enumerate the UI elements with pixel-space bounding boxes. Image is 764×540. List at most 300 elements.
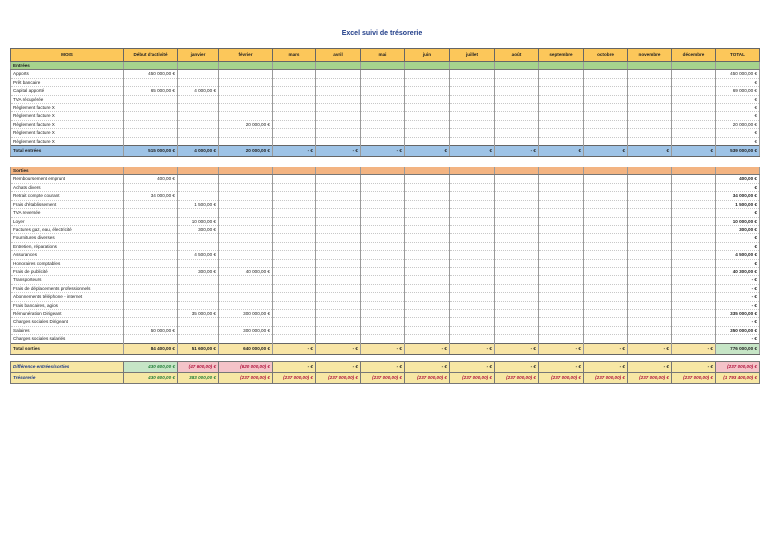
value-cell[interactable] xyxy=(219,183,273,191)
value-cell[interactable] xyxy=(361,318,405,326)
value-cell[interactable] xyxy=(495,175,539,183)
value-cell[interactable] xyxy=(539,293,584,301)
value-cell[interactable] xyxy=(584,87,628,95)
value-cell[interactable] xyxy=(316,78,361,86)
value-cell[interactable] xyxy=(361,335,405,343)
value-cell[interactable] xyxy=(219,95,273,103)
value-cell[interactable]: 300,00 € xyxy=(178,267,219,275)
value-cell[interactable] xyxy=(273,78,316,86)
value-cell[interactable] xyxy=(219,225,273,233)
value-cell[interactable] xyxy=(672,175,716,183)
value-cell[interactable] xyxy=(178,293,219,301)
value-cell[interactable] xyxy=(584,104,628,112)
value-cell[interactable] xyxy=(584,318,628,326)
value-cell[interactable] xyxy=(361,309,405,317)
value-cell[interactable] xyxy=(539,217,584,225)
value-cell[interactable] xyxy=(450,242,495,250)
value-cell[interactable] xyxy=(316,95,361,103)
value-cell[interactable] xyxy=(273,301,316,309)
value-cell[interactable] xyxy=(178,192,219,200)
value-cell[interactable] xyxy=(405,318,450,326)
value-cell[interactable] xyxy=(495,129,539,137)
value-cell[interactable] xyxy=(628,78,672,86)
value-cell[interactable] xyxy=(178,78,219,86)
value-cell[interactable] xyxy=(450,104,495,112)
value-cell[interactable] xyxy=(672,293,716,301)
value-cell[interactable] xyxy=(361,301,405,309)
value-cell[interactable] xyxy=(628,183,672,191)
value-cell[interactable] xyxy=(450,318,495,326)
value-cell[interactable] xyxy=(316,129,361,137)
value-cell[interactable] xyxy=(495,209,539,217)
value-cell[interactable] xyxy=(450,192,495,200)
value-cell[interactable] xyxy=(361,200,405,208)
value-cell[interactable] xyxy=(495,192,539,200)
value-cell[interactable] xyxy=(539,78,584,86)
value-cell[interactable] xyxy=(672,267,716,275)
value-cell[interactable] xyxy=(316,225,361,233)
value-cell[interactable] xyxy=(361,112,405,120)
value-cell[interactable] xyxy=(178,183,219,191)
value-cell[interactable] xyxy=(124,129,178,137)
value-cell[interactable] xyxy=(361,129,405,137)
value-cell[interactable] xyxy=(450,209,495,217)
value-cell[interactable] xyxy=(450,137,495,145)
value-cell[interactable] xyxy=(584,192,628,200)
value-cell[interactable] xyxy=(584,335,628,343)
value-cell[interactable] xyxy=(539,242,584,250)
value-cell[interactable] xyxy=(178,129,219,137)
value-cell[interactable] xyxy=(628,309,672,317)
value-cell[interactable] xyxy=(628,318,672,326)
value-cell[interactable] xyxy=(316,284,361,292)
value-cell[interactable] xyxy=(672,242,716,250)
value-cell[interactable] xyxy=(361,175,405,183)
value-cell[interactable] xyxy=(539,183,584,191)
value-cell[interactable] xyxy=(672,276,716,284)
value-cell[interactable] xyxy=(584,112,628,120)
value-cell[interactable] xyxy=(584,120,628,128)
value-cell[interactable] xyxy=(539,200,584,208)
value-cell[interactable] xyxy=(405,234,450,242)
value-cell[interactable] xyxy=(316,301,361,309)
value-cell[interactable] xyxy=(628,335,672,343)
value-cell[interactable] xyxy=(450,309,495,317)
value-cell[interactable] xyxy=(539,175,584,183)
value-cell[interactable] xyxy=(361,326,405,334)
value-cell[interactable] xyxy=(628,293,672,301)
value-cell[interactable] xyxy=(316,309,361,317)
value-cell[interactable] xyxy=(539,335,584,343)
value-cell[interactable] xyxy=(539,259,584,267)
value-cell[interactable] xyxy=(405,276,450,284)
value-cell[interactable] xyxy=(405,137,450,145)
value-cell[interactable] xyxy=(124,200,178,208)
value-cell[interactable]: 400,00 € xyxy=(124,175,178,183)
value-cell[interactable] xyxy=(584,267,628,275)
value-cell[interactable] xyxy=(584,276,628,284)
value-cell[interactable] xyxy=(672,318,716,326)
value-cell[interactable] xyxy=(316,267,361,275)
value-cell[interactable] xyxy=(316,137,361,145)
value-cell[interactable] xyxy=(495,326,539,334)
value-cell[interactable] xyxy=(584,175,628,183)
value-cell[interactable] xyxy=(584,326,628,334)
value-cell[interactable] xyxy=(361,284,405,292)
value-cell[interactable] xyxy=(273,104,316,112)
value-cell[interactable] xyxy=(361,234,405,242)
value-cell[interactable] xyxy=(495,335,539,343)
value-cell[interactable] xyxy=(584,284,628,292)
value-cell[interactable] xyxy=(219,137,273,145)
value-cell[interactable] xyxy=(273,70,316,78)
value-cell[interactable] xyxy=(495,183,539,191)
value-cell[interactable] xyxy=(273,259,316,267)
value-cell[interactable] xyxy=(219,104,273,112)
value-cell[interactable] xyxy=(584,217,628,225)
value-cell[interactable] xyxy=(361,267,405,275)
value-cell[interactable] xyxy=(539,104,584,112)
value-cell[interactable] xyxy=(584,234,628,242)
value-cell[interactable] xyxy=(405,209,450,217)
value-cell[interactable] xyxy=(273,183,316,191)
value-cell[interactable] xyxy=(539,129,584,137)
value-cell[interactable] xyxy=(405,335,450,343)
value-cell[interactable] xyxy=(584,137,628,145)
value-cell[interactable] xyxy=(672,95,716,103)
value-cell[interactable] xyxy=(124,276,178,284)
value-cell[interactable] xyxy=(495,78,539,86)
value-cell[interactable] xyxy=(219,129,273,137)
value-cell[interactable] xyxy=(495,225,539,233)
value-cell[interactable] xyxy=(584,251,628,259)
value-cell[interactable] xyxy=(405,259,450,267)
value-cell[interactable] xyxy=(361,70,405,78)
value-cell[interactable] xyxy=(361,217,405,225)
value-cell[interactable] xyxy=(178,209,219,217)
value-cell[interactable] xyxy=(178,95,219,103)
value-cell[interactable] xyxy=(361,192,405,200)
value-cell[interactable] xyxy=(450,284,495,292)
value-cell[interactable] xyxy=(273,87,316,95)
value-cell[interactable]: 300 000,00 € xyxy=(219,326,273,334)
value-cell[interactable] xyxy=(124,120,178,128)
value-cell[interactable] xyxy=(124,309,178,317)
value-cell[interactable] xyxy=(405,217,450,225)
value-cell[interactable] xyxy=(219,335,273,343)
value-cell[interactable] xyxy=(539,276,584,284)
value-cell[interactable] xyxy=(273,309,316,317)
value-cell[interactable] xyxy=(495,112,539,120)
value-cell[interactable] xyxy=(405,112,450,120)
value-cell[interactable] xyxy=(124,301,178,309)
value-cell[interactable] xyxy=(672,209,716,217)
value-cell[interactable] xyxy=(672,234,716,242)
value-cell[interactable] xyxy=(628,129,672,137)
value-cell[interactable]: 10 000,00 € xyxy=(178,217,219,225)
value-cell[interactable] xyxy=(219,293,273,301)
value-cell[interactable] xyxy=(316,318,361,326)
value-cell[interactable] xyxy=(273,276,316,284)
value-cell[interactable] xyxy=(273,234,316,242)
value-cell[interactable] xyxy=(495,95,539,103)
value-cell[interactable] xyxy=(672,192,716,200)
value-cell[interactable] xyxy=(539,234,584,242)
value-cell[interactable] xyxy=(361,209,405,217)
value-cell[interactable] xyxy=(628,209,672,217)
value-cell[interactable] xyxy=(672,259,716,267)
value-cell[interactable] xyxy=(124,293,178,301)
value-cell[interactable] xyxy=(273,209,316,217)
value-cell[interactable]: 50 000,00 € xyxy=(124,326,178,334)
value-cell[interactable]: 4 500,00 € xyxy=(178,251,219,259)
value-cell[interactable] xyxy=(672,200,716,208)
value-cell[interactable] xyxy=(405,251,450,259)
value-cell[interactable] xyxy=(584,259,628,267)
value-cell[interactable] xyxy=(450,112,495,120)
value-cell[interactable] xyxy=(539,70,584,78)
value-cell[interactable] xyxy=(672,251,716,259)
value-cell[interactable] xyxy=(178,284,219,292)
value-cell[interactable] xyxy=(584,301,628,309)
value-cell[interactable] xyxy=(539,301,584,309)
value-cell[interactable] xyxy=(672,87,716,95)
value-cell[interactable] xyxy=(450,225,495,233)
value-cell[interactable] xyxy=(316,183,361,191)
value-cell[interactable] xyxy=(584,242,628,250)
value-cell[interactable] xyxy=(405,70,450,78)
value-cell[interactable] xyxy=(584,293,628,301)
value-cell[interactable] xyxy=(495,87,539,95)
value-cell[interactable] xyxy=(405,183,450,191)
value-cell[interactable] xyxy=(219,234,273,242)
value-cell[interactable] xyxy=(495,200,539,208)
value-cell[interactable] xyxy=(124,284,178,292)
value-cell[interactable] xyxy=(672,183,716,191)
value-cell[interactable] xyxy=(450,175,495,183)
value-cell[interactable] xyxy=(450,70,495,78)
value-cell[interactable] xyxy=(539,87,584,95)
value-cell[interactable]: 40 000,00 € xyxy=(219,267,273,275)
value-cell[interactable]: 65 000,00 € xyxy=(124,87,178,95)
value-cell[interactable] xyxy=(495,251,539,259)
value-cell[interactable] xyxy=(316,293,361,301)
value-cell[interactable] xyxy=(219,192,273,200)
value-cell[interactable] xyxy=(361,87,405,95)
value-cell[interactable] xyxy=(124,335,178,343)
value-cell[interactable] xyxy=(361,225,405,233)
value-cell[interactable] xyxy=(124,318,178,326)
value-cell[interactable] xyxy=(672,335,716,343)
value-cell[interactable] xyxy=(672,137,716,145)
value-cell[interactable] xyxy=(584,200,628,208)
value-cell[interactable] xyxy=(672,120,716,128)
value-cell[interactable] xyxy=(405,293,450,301)
value-cell[interactable] xyxy=(628,104,672,112)
value-cell[interactable] xyxy=(361,276,405,284)
value-cell[interactable] xyxy=(124,183,178,191)
value-cell[interactable] xyxy=(539,112,584,120)
value-cell[interactable] xyxy=(672,104,716,112)
value-cell[interactable] xyxy=(450,183,495,191)
value-cell[interactable] xyxy=(405,225,450,233)
value-cell[interactable] xyxy=(450,267,495,275)
value-cell[interactable] xyxy=(450,276,495,284)
value-cell[interactable] xyxy=(178,104,219,112)
value-cell[interactable] xyxy=(628,234,672,242)
value-cell[interactable] xyxy=(628,70,672,78)
value-cell[interactable] xyxy=(672,112,716,120)
value-cell[interactable] xyxy=(495,120,539,128)
value-cell[interactable] xyxy=(219,112,273,120)
value-cell[interactable] xyxy=(405,104,450,112)
value-cell[interactable] xyxy=(316,112,361,120)
value-cell[interactable] xyxy=(405,284,450,292)
value-cell[interactable] xyxy=(450,200,495,208)
value-cell[interactable] xyxy=(178,112,219,120)
value-cell[interactable] xyxy=(316,251,361,259)
value-cell[interactable] xyxy=(361,242,405,250)
value-cell[interactable] xyxy=(628,251,672,259)
value-cell[interactable] xyxy=(178,259,219,267)
value-cell[interactable] xyxy=(628,87,672,95)
value-cell[interactable] xyxy=(672,225,716,233)
value-cell[interactable] xyxy=(628,242,672,250)
value-cell[interactable]: 20 000,00 € xyxy=(219,120,273,128)
value-cell[interactable] xyxy=(124,217,178,225)
value-cell[interactable]: 34 000,00 € xyxy=(124,192,178,200)
value-cell[interactable] xyxy=(495,267,539,275)
value-cell[interactable] xyxy=(628,95,672,103)
value-cell[interactable] xyxy=(405,200,450,208)
value-cell[interactable] xyxy=(361,95,405,103)
value-cell[interactable] xyxy=(124,267,178,275)
value-cell[interactable] xyxy=(628,112,672,120)
value-cell[interactable] xyxy=(273,293,316,301)
value-cell[interactable] xyxy=(316,335,361,343)
value-cell[interactable] xyxy=(219,70,273,78)
value-cell[interactable] xyxy=(178,234,219,242)
value-cell[interactable] xyxy=(539,326,584,334)
value-cell[interactable] xyxy=(361,183,405,191)
value-cell[interactable] xyxy=(124,137,178,145)
value-cell[interactable] xyxy=(273,129,316,137)
value-cell[interactable] xyxy=(450,326,495,334)
value-cell[interactable] xyxy=(219,175,273,183)
value-cell[interactable] xyxy=(584,309,628,317)
value-cell[interactable] xyxy=(124,225,178,233)
value-cell[interactable] xyxy=(628,217,672,225)
value-cell[interactable] xyxy=(628,259,672,267)
value-cell[interactable] xyxy=(219,78,273,86)
value-cell[interactable] xyxy=(539,284,584,292)
value-cell[interactable] xyxy=(124,95,178,103)
value-cell[interactable] xyxy=(219,200,273,208)
value-cell[interactable] xyxy=(273,112,316,120)
value-cell[interactable] xyxy=(672,309,716,317)
value-cell[interactable] xyxy=(273,242,316,250)
value-cell[interactable] xyxy=(219,242,273,250)
value-cell[interactable] xyxy=(361,293,405,301)
value-cell[interactable] xyxy=(219,251,273,259)
value-cell[interactable] xyxy=(584,225,628,233)
value-cell[interactable] xyxy=(273,175,316,183)
value-cell[interactable] xyxy=(405,242,450,250)
value-cell[interactable] xyxy=(584,209,628,217)
value-cell[interactable] xyxy=(316,276,361,284)
value-cell[interactable] xyxy=(316,192,361,200)
value-cell[interactable] xyxy=(539,120,584,128)
value-cell[interactable] xyxy=(361,259,405,267)
value-cell[interactable]: 4 000,00 € xyxy=(178,87,219,95)
value-cell[interactable] xyxy=(495,301,539,309)
value-cell[interactable] xyxy=(584,183,628,191)
value-cell[interactable] xyxy=(539,318,584,326)
value-cell[interactable] xyxy=(361,104,405,112)
value-cell[interactable] xyxy=(672,78,716,86)
value-cell[interactable] xyxy=(405,95,450,103)
value-cell[interactable] xyxy=(450,234,495,242)
value-cell[interactable] xyxy=(124,104,178,112)
value-cell[interactable] xyxy=(495,234,539,242)
value-cell[interactable] xyxy=(628,120,672,128)
value-cell[interactable] xyxy=(584,78,628,86)
value-cell[interactable] xyxy=(628,137,672,145)
value-cell[interactable]: 300 000,00 € xyxy=(219,309,273,317)
value-cell[interactable] xyxy=(124,259,178,267)
value-cell[interactable] xyxy=(495,137,539,145)
value-cell[interactable] xyxy=(273,335,316,343)
value-cell[interactable] xyxy=(450,129,495,137)
value-cell[interactable] xyxy=(539,209,584,217)
value-cell[interactable] xyxy=(450,335,495,343)
value-cell[interactable] xyxy=(539,267,584,275)
value-cell[interactable] xyxy=(273,251,316,259)
value-cell[interactable] xyxy=(178,276,219,284)
value-cell[interactable] xyxy=(273,200,316,208)
value-cell[interactable] xyxy=(405,175,450,183)
value-cell[interactable] xyxy=(273,120,316,128)
value-cell[interactable] xyxy=(124,209,178,217)
value-cell[interactable] xyxy=(316,104,361,112)
value-cell[interactable] xyxy=(405,192,450,200)
value-cell[interactable] xyxy=(219,259,273,267)
value-cell[interactable] xyxy=(450,87,495,95)
value-cell[interactable] xyxy=(539,95,584,103)
value-cell[interactable] xyxy=(539,225,584,233)
value-cell[interactable] xyxy=(316,70,361,78)
value-cell[interactable] xyxy=(316,259,361,267)
value-cell[interactable] xyxy=(495,309,539,317)
value-cell[interactable] xyxy=(405,301,450,309)
value-cell[interactable]: 300,00 € xyxy=(178,225,219,233)
value-cell[interactable] xyxy=(539,137,584,145)
value-cell[interactable] xyxy=(450,217,495,225)
value-cell[interactable] xyxy=(450,120,495,128)
value-cell[interactable]: 35 000,00 € xyxy=(178,309,219,317)
value-cell[interactable] xyxy=(273,225,316,233)
value-cell[interactable] xyxy=(628,175,672,183)
value-cell[interactable] xyxy=(495,217,539,225)
value-cell[interactable] xyxy=(628,276,672,284)
value-cell[interactable] xyxy=(219,217,273,225)
value-cell[interactable] xyxy=(316,242,361,250)
value-cell[interactable] xyxy=(539,309,584,317)
value-cell[interactable] xyxy=(405,326,450,334)
value-cell[interactable] xyxy=(316,217,361,225)
value-cell[interactable] xyxy=(672,129,716,137)
value-cell[interactable] xyxy=(495,276,539,284)
